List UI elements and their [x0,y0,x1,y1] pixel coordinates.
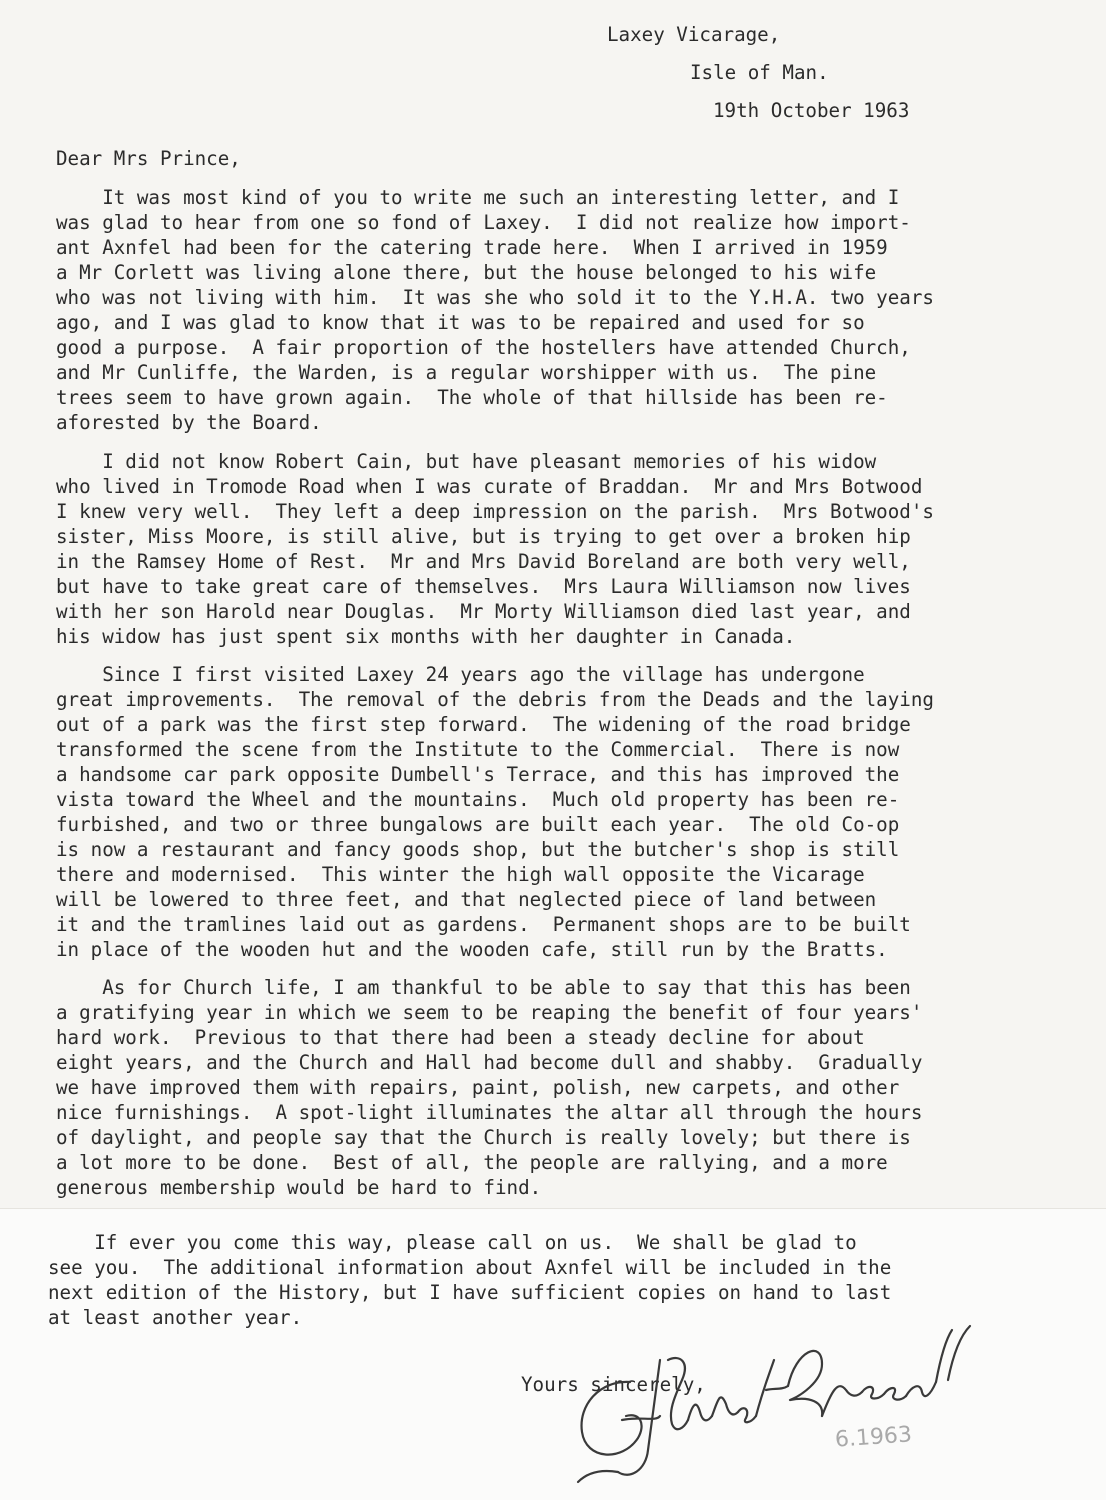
paragraph-5 [48,1230,1058,1330]
text-line: Since I first visited Laxey 24 years ago the village has undergone [56,663,865,686]
text-line: a handsome car park opposite Dumbell's Terrace, and this has improved the [56,763,900,786]
text-line: we have improved them with repairs, paint, polish, new carpets, and other [56,1076,900,1099]
text-line: great improvements. The removal of the debris from the Deads and the laying [56,688,934,711]
text-line: is now a restaurant and fancy goods shop, but the butcher's shop is still [56,838,900,861]
closing: Yours sincerely, [521,1373,706,1396]
text-line: good a purpose. A fair proportion of the hostellers have attended Church, [56,336,911,359]
text-line: it and the tramlines laid out as gardens. Permanent shops are to be built [56,913,911,936]
text-line: ant Axnfel had been for the catering trade here. When I arrived in 1959 [56,236,888,259]
text-line: his widow has just spent six months with her daughter in Canada. [56,625,796,648]
text-line: and Mr Cunliffe, the Warden, is a regular worshipper with us. The pine [56,361,877,384]
text-line: If ever you come this way, please call on us. We shall be glad to [48,1231,857,1254]
text-line: I knew very well. They left a deep impression on the parish. Mrs Botwood's [56,500,934,523]
text-line: sister, Miss Moore, is still alive, but is trying to get over a broken hip [56,525,911,548]
text-line: a gratifying year in which we seem to be reaping the benefit of four years' [56,1001,923,1024]
text-line: who lived in Tromode Road when I was curate of Braddan. Mr and Mrs Botwood [56,475,923,498]
text-line: of daylight, and people say that the Church is really lovely; but there is [56,1126,911,1149]
text-line: furbished, and two or three bungalows are built each year. The old Co-op [56,813,900,836]
paragraph-2 [56,449,1066,649]
text-line: out of a park was the first step forward. The widening of the road bridge [56,713,911,736]
text-line: there and modernised. This winter the high wall opposite the Vicarage [56,863,865,886]
text-line: at least another year. [48,1306,303,1329]
text-line: hard work. Previous to that there had been a steady decline for about [56,1026,865,1049]
text-line: nice furnishings. A spot-light illuminates the altar all through the hours [56,1101,923,1124]
text-line: but have to take great care of themselves. Mrs Laura Williamson now lives [56,575,911,598]
letter-date: 19th October 1963 [713,99,910,122]
salutation: Dear Mrs Prince, [56,147,241,170]
handwritten-signature [560,1320,980,1500]
text-line: aforested by the Board. [56,411,322,434]
text-line: vista toward the Wheel and the mountains. Much old property has been re- [56,788,900,811]
text-line: will be lowered to three feet, and that neglected piece of land between [56,888,877,911]
text-line: I did not know Robert Cain, but have pleasant memories of his widow [56,450,877,473]
paragraph-1 [56,185,1066,435]
paragraph-4 [56,975,1066,1200]
text-line: with her son Harold near Douglas. Mr Morty Williamson died last year, and [56,600,911,623]
pencil-date-note: 6.1963 [834,1422,913,1453]
text-line: As for Church life, I am thankful to be able to say that this has been [56,976,911,999]
text-line: in place of the wooden hut and the wooden cafe, still run by the Bratts. [56,938,888,961]
text-line: a lot more to be done. Best of all, the people are rallying, and a more [56,1151,888,1174]
text-line: It was most kind of you to write me such an interesting letter, and I [56,186,900,209]
address-line-1: Laxey Vicarage, [607,23,781,46]
text-line: eight years, and the Church and Hall had become dull and shabby. Gradually [56,1051,923,1074]
text-line: transformed the scene from the Institute to the Commercial. There is now [56,738,900,761]
text-line: ago, and I was glad to know that it was to be repaired and used for so [56,311,865,334]
text-line: generous membership would be hard to find. [56,1176,542,1199]
address-line-2: Isle of Man. [690,61,829,84]
text-line: a Mr Corlett was living alone there, but the house belonged to his wife [56,261,877,284]
paragraph-3 [56,662,1066,962]
text-line: see you. The additional information about Axnfel will be included in the [48,1256,892,1279]
text-line: who was not living with him. It was she who sold it to the Y.H.A. two years [56,286,934,309]
text-line: in the Ramsey Home of Rest. Mr and Mrs David Boreland are both very well, [56,550,911,573]
text-line: was glad to hear from one so fond of Laxey. I did not realize how import- [56,211,911,234]
text-line: trees seem to have grown again. The whole of that hillside has been re- [56,386,888,409]
text-line: next edition of the History, but I have sufficient copies on hand to last [48,1281,892,1304]
